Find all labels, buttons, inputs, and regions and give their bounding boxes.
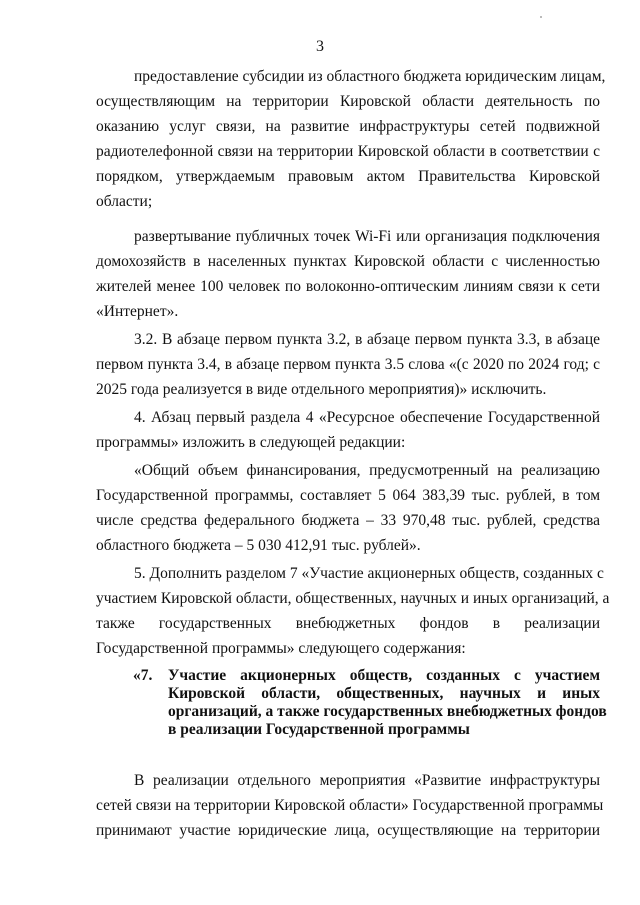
paragraph-5 (96, 561, 610, 661)
heading-line: Кировской области, общественных, научных и иных (168, 685, 600, 702)
text-line: первом пункта 3.4, в абзаце первом пункта 3.5 слова «(с 2020 по 2024 год; с (96, 356, 600, 373)
text-line: 2025 года реализуется в виде отдельного мероприятия)» исключить. (96, 381, 547, 398)
text-line: В реализации отдельного мероприятия «Развитие инфраструктуры (134, 772, 600, 789)
text-line: развертывание публичных точек Wi-Fi или организация подключения (134, 228, 600, 245)
text-line: жителей менее 100 человек по волоконно-оптическим линиям связи к сети (96, 278, 600, 295)
section-number: «7. (133, 667, 153, 684)
page-number: 3 (316, 38, 324, 55)
text-line: осуществляющим на территории Кировской области деятельность по (96, 93, 600, 110)
paragraph-3-2 (96, 327, 600, 402)
text-line: также государственных внебюджетных фондов в реализации (96, 615, 600, 632)
paragraph-participation (96, 768, 604, 843)
text-line: числе средства федерального бюджета – 33 970,48 тыс. рублей, средства (96, 512, 600, 529)
text-line: порядком, утверждаемым правовым актом Правительства Кировской (96, 168, 600, 185)
heading-line: организаций, а также государственных внебюджетных фондов (168, 703, 607, 720)
text-line: 4. Абзац первый раздела 4 «Ресурсное обеспечение Государственной (134, 409, 600, 426)
heading-line: в реализации Государственной программы (168, 721, 470, 738)
scan-speck (540, 16, 542, 18)
paragraph-subsidy (96, 64, 606, 214)
text-line: предоставление субсидии из областного бюджета юридическим лицам, (134, 68, 606, 85)
paragraph-financing-quote (96, 458, 600, 558)
text-line: «Интернет». (96, 303, 179, 320)
text-line: «Общий объем финансирования, предусмотренный на реализацию (134, 462, 600, 479)
text-line: области; (96, 193, 153, 210)
text-line: принимают участие юридические лица, осуществляющие на территории (96, 822, 600, 839)
text-line: программы» изложить в следующей редакции: (96, 434, 406, 451)
heading-line: Участие акционерных обществ, созданных с участием (168, 667, 600, 684)
paragraph-4 (96, 405, 600, 455)
text-line: оказанию услуг связи, на развитие инфраструктуры сетей подвижной (96, 118, 600, 135)
section-heading (168, 667, 607, 739)
text-line: Государственной программы» следующего содержания: (96, 640, 466, 657)
text-line: домохозяйств в населенных пунктах Кировской области с численностью (96, 253, 600, 270)
text-line: Государственной программы, составляет 5 064 383,39 тыс. рублей, в том (96, 487, 600, 504)
text-line: участием Кировской области, общественных, научных и иных организаций, а (96, 590, 610, 607)
text-line: областного бюджета – 5 030 412,91 тыс. рублей». (96, 537, 421, 554)
text-line: 5. Дополнить разделом 7 «Участие акционерных обществ, созданных с (134, 565, 604, 582)
text-line: радиотелефонной связи на территории Кировской области в соответствии с (96, 143, 600, 160)
paragraph-wifi (96, 224, 600, 324)
text-line: сетей связи на территории Кировской области» Государственной программы (96, 797, 604, 814)
text-line: 3.2. В абзаце первом пункта 3.2, в абзаце первом пункта 3.3, в абзаце (134, 331, 600, 348)
